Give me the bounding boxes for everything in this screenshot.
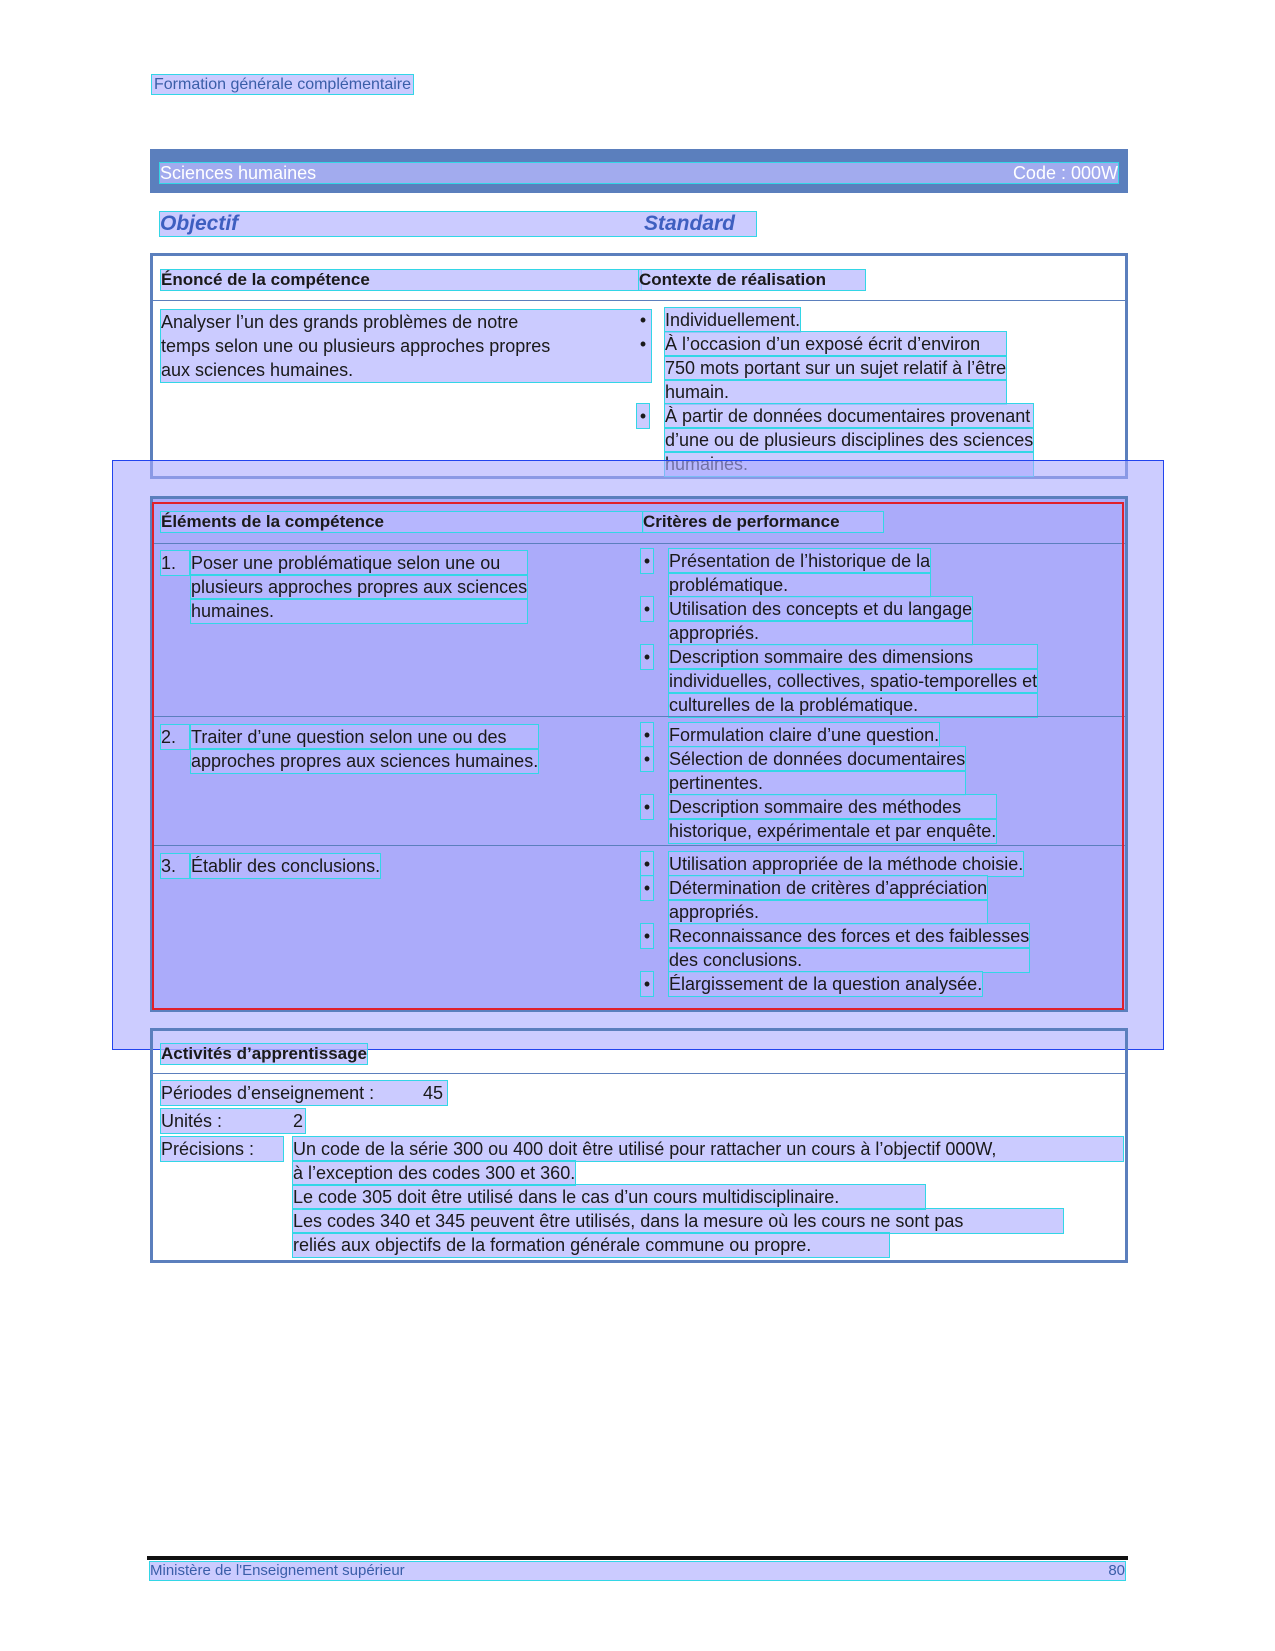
selection-frame	[152, 502, 1124, 1010]
critere-line: Formulation claire d’une question.	[669, 725, 940, 745]
element-line: Établir des conclusions.	[191, 856, 381, 876]
contexte-line: humain.	[665, 380, 1006, 404]
row-divider	[153, 300, 1125, 301]
critere-line: Présentation de l’historique de la	[669, 551, 931, 571]
periodes-label: Périodes d’enseignement :	[161, 1083, 375, 1103]
bullet-icon: •	[641, 924, 653, 948]
bullet-icon: •	[641, 852, 653, 876]
element-number: 2.	[161, 725, 189, 749]
competence-line: temps selon une ou plusieurs approches propres	[161, 336, 551, 356]
contexte-line: À partir de données documentaires provenant	[665, 404, 1033, 428]
footer-rule	[147, 1556, 1128, 1560]
column-titles	[160, 212, 756, 236]
bullet-icon: •	[641, 597, 653, 621]
critere-line: pertinentes.	[669, 771, 965, 795]
contexte-line: 750 mots portant sur un sujet relatif à l’être	[665, 358, 1007, 378]
discipline-banner	[150, 149, 1128, 193]
precision-line: Les codes 340 et 345 peuvent être utilisés, dans la mesure où les cours ne sont pas	[293, 1209, 1063, 1233]
bullet-icon: •	[637, 404, 649, 428]
precisions-label: Précisions :	[161, 1137, 283, 1161]
critere-line: Description sommaire des méthodes	[669, 795, 996, 819]
precision-line: à l’exception des codes 300 et 360.	[293, 1163, 576, 1183]
critere-line: Utilisation des concepts et du langage	[669, 599, 973, 619]
running-head: Formation générale complémentaire	[154, 76, 412, 93]
footer-ministry: Ministère de l'Enseignement supérieur	[150, 1562, 405, 1579]
activites-header: Activités d’apprentissage	[161, 1044, 367, 1063]
element-line: plusieurs approches propres aux sciences	[191, 577, 528, 597]
element-number: 3.	[161, 854, 189, 878]
critere-line: culturelles de la problématique.	[669, 693, 1037, 717]
competence-line: aux sciences humaines.	[161, 360, 354, 380]
competence-line: Analyser l’un des grands problèmes de notre	[161, 312, 519, 332]
critere-line: Sélection de données documentaires	[669, 749, 966, 769]
critere-line: Description sommaire des dimensions	[669, 645, 1037, 669]
periodes-value: 45	[423, 1083, 444, 1103]
bullet-icon: •	[641, 972, 653, 996]
periodes-line	[161, 1081, 447, 1105]
unites-value: 2	[293, 1111, 304, 1131]
critere-line: problématique.	[669, 573, 930, 597]
precision-line: reliés aux objectifs de la formation générale commune ou propre.	[293, 1233, 889, 1257]
bullet-icon: •	[639, 310, 647, 330]
critere-line: Utilisation appropriée de la méthode choisie.	[669, 854, 1024, 874]
contexte-line: d’une ou de plusieurs disciplines des sciences	[665, 430, 1034, 450]
unites-label: Unités :	[161, 1111, 223, 1131]
bullet-icon: •	[641, 876, 653, 900]
element-number: 1.	[161, 551, 189, 575]
critere-line: appropriés.	[669, 900, 987, 924]
element-line: Poser une problématique selon une ou	[191, 551, 527, 575]
precisions-text	[293, 1137, 1123, 1257]
row-divider	[153, 1073, 1125, 1074]
critere-line: historique, expérimentale et par enquête.	[669, 821, 997, 841]
critere-line: appropriés.	[669, 621, 972, 645]
discipline-title: Sciences humaines	[160, 163, 317, 183]
course-code: Code : 000W	[1012, 163, 1118, 183]
banner-text-row	[160, 163, 1118, 183]
element-line: approches propres aux sciences humaines.	[191, 751, 539, 771]
element-line: Traiter d’une question selon une ou des	[191, 725, 538, 749]
critere-line: des conclusions.	[669, 948, 1029, 972]
bullet-icon: •	[639, 334, 647, 354]
critere-line: Reconnaissance des forces et des faiblesses	[669, 926, 1030, 946]
elements-header: Éléments de la compétence	[161, 512, 643, 532]
criteres-header: Critères de performance	[643, 512, 883, 532]
contexte-line: Individuellement.	[665, 310, 801, 330]
competence-statement	[161, 310, 651, 382]
bullet-icon: •	[641, 723, 653, 747]
unites-line	[161, 1109, 305, 1133]
element-line: humaines.	[191, 599, 527, 623]
precision-line: Le code 305 doit être utilisé dans le cas d’un cours multidisciplinaire.	[293, 1185, 925, 1209]
contexte-header: Contexte de réalisation	[639, 270, 865, 290]
enonce-section	[150, 253, 1128, 479]
standard-title: Standard	[644, 212, 736, 235]
bullet-icon: •	[641, 747, 653, 771]
contexte-line: À l’occasion d’un exposé écrit d’environ	[665, 332, 1006, 356]
bullet-icon: •	[641, 645, 653, 669]
critere-line: individuelles, collectives, spatio-temporelles et	[669, 671, 1038, 691]
page-number: 80	[1108, 1562, 1125, 1579]
enonce-header: Énoncé de la compétence	[161, 270, 641, 290]
critere-line: Détermination de critères d’appréciation	[669, 878, 988, 898]
bullet-icon: •	[641, 549, 653, 573]
precision-line: Un code de la série 300 ou 400 doit être utilisé pour rattacher un cours à l’objectif 000W,	[293, 1137, 1123, 1161]
activites-section	[150, 1028, 1128, 1263]
page-footer	[150, 1562, 1125, 1580]
bullet-icon: •	[641, 795, 653, 819]
critere-line: Élargissement de la question analysée.	[669, 974, 983, 994]
objectif-title: Objectif	[160, 212, 239, 235]
